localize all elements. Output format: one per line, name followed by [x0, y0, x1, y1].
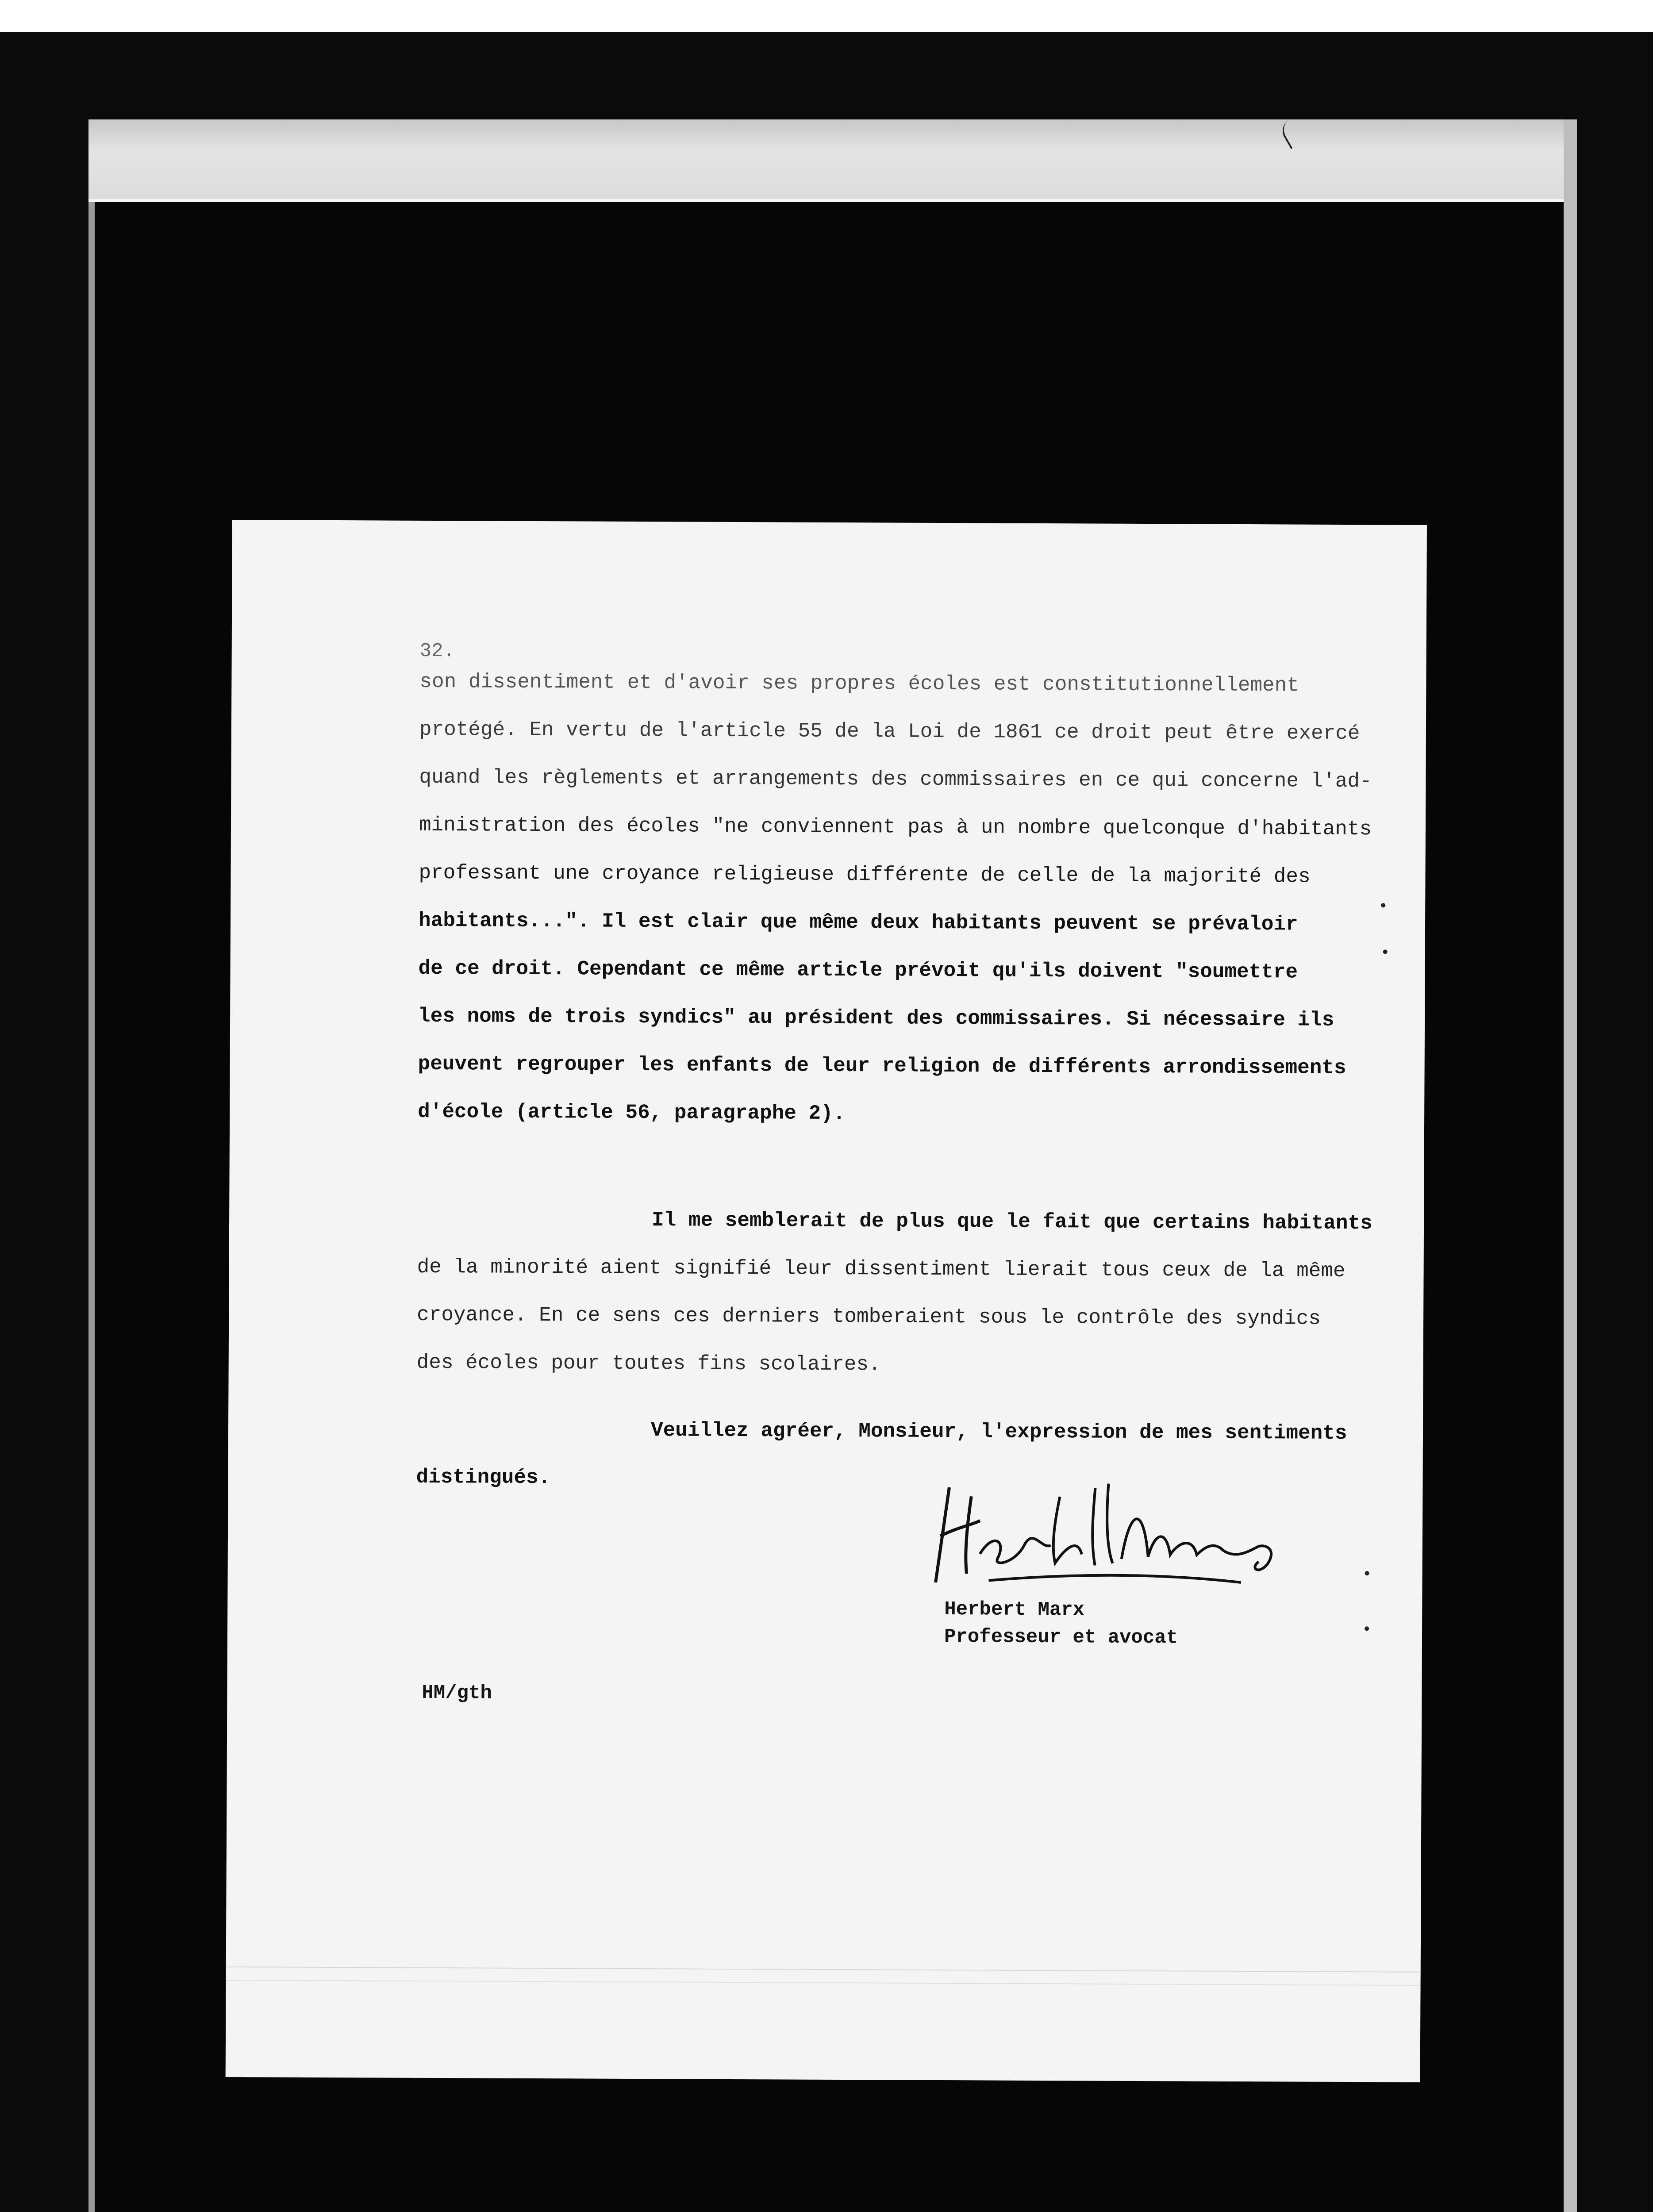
text-line: croyance. En ce sens ces derniers tomberaient sous le contrôle des syndics	[417, 1303, 1321, 1330]
text-line: ministration des écoles "ne conviennent pas à un nombre quelconque d'habitants	[419, 813, 1372, 841]
margin-speck	[1383, 949, 1388, 954]
text-line: Veuillez agréer, Monsieur, l'expression de mes sentiments	[650, 1419, 1347, 1445]
letter-page	[226, 520, 1427, 2082]
text-line: distingués.	[416, 1465, 551, 1490]
page-number: 32.	[419, 640, 455, 663]
page-crease	[226, 1966, 1421, 1973]
handwritten-signature	[931, 1479, 1303, 1595]
text-line: Il me semblerait de plus que le fait que certains habitants	[651, 1209, 1372, 1235]
text-line: de la minorité aient signifié leur dissentiment lierait tous ceux de la même	[417, 1255, 1345, 1283]
text-line: professant une croyance religieuse différente de celle de la majorité des	[419, 861, 1311, 888]
page-crease	[226, 1980, 1421, 1986]
text-line: de ce droit. Cependant ce même article prévoit qu'ils doivent "soumettre	[418, 956, 1298, 984]
reference-initials: HM/gth	[422, 1682, 492, 1705]
text-line: des écoles pour toutes fins scolaires.	[416, 1351, 881, 1376]
text-line: protégé. En vertu de l'article 55 de la Loi de 1861 ce droit peut être exercé	[419, 718, 1360, 745]
margin-speck	[1365, 1626, 1369, 1631]
film-top-strip	[88, 119, 1564, 202]
margin-speck	[1365, 1571, 1369, 1575]
text-line: habitants...". Il est clair que même deux habitants peuvent se prévaloir	[418, 909, 1298, 936]
signatory-name: Herbert Marx	[944, 1598, 1085, 1621]
text-line: peuvent regrouper les enfants de leur religion de différents arrondissements	[418, 1052, 1346, 1079]
body-paragraph-1	[418, 658, 1393, 1140]
signature-block	[944, 1596, 1178, 1651]
margin-speck	[1381, 903, 1385, 907]
signatory-title: Professeur et avocat	[944, 1626, 1178, 1649]
text-line: son dissentiment et d'avoir ses propres écoles est constitutionnellement	[419, 670, 1299, 697]
text-line: quand les règlements et arrangements des commissaires en ce qui concerne l'ad-	[419, 765, 1372, 793]
text-line: d'école (article 56, paragraphe 2).	[418, 1100, 846, 1125]
text-line: les noms de trois syndics" au président des commissaires. Si nécessaire ils	[418, 1004, 1334, 1032]
body-paragraph-2	[416, 1195, 1391, 1391]
